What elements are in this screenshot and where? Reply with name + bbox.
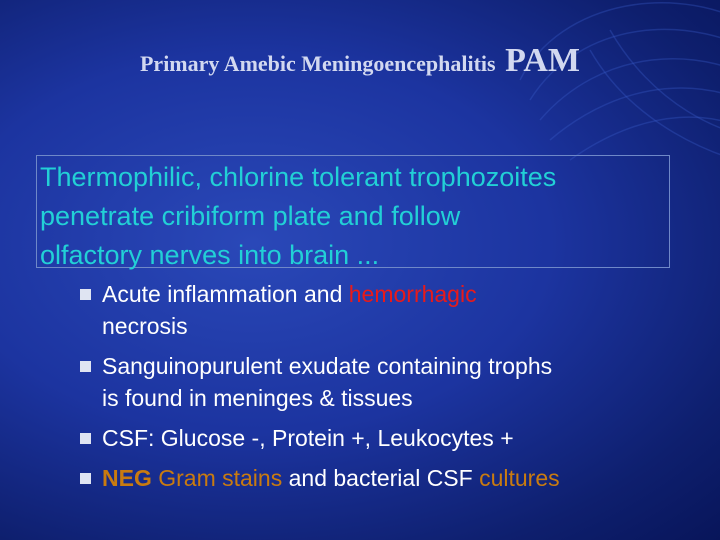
bullet-item — [80, 350, 680, 414]
bullet-item — [80, 278, 680, 342]
slide-title — [0, 42, 720, 80]
intro-line: penetrate cribiform plate and follow — [40, 201, 461, 231]
highlight-neg: NEG — [102, 465, 152, 491]
highlight-hemorrhagic: hemorrhagic — [348, 281, 477, 307]
bullet-text: Acute inflammation and — [102, 281, 349, 307]
square-bullet-icon — [80, 433, 91, 444]
title-abbreviation: PAM — [505, 42, 580, 79]
square-bullet-icon — [80, 473, 91, 484]
bullet-item — [80, 462, 680, 494]
intro-line: olfactory nerves into brain ... — [40, 240, 380, 270]
title-text: Primary Amebic Meningoencephalitis — [139, 51, 496, 76]
bullet-text: necrosis — [102, 313, 188, 339]
square-bullet-icon — [80, 361, 91, 372]
bullet-text: CSF: Glucose -, Protein +, Leukocytes + — [102, 425, 514, 451]
bullet-text: is found in meninges & tissues — [102, 385, 413, 411]
highlight-cultures: cultures — [479, 465, 560, 491]
intro-paragraph — [40, 158, 670, 275]
bullet-list — [80, 278, 680, 502]
bullet-text: and bacterial CSF — [282, 465, 480, 491]
highlight-gram-stains: Gram stains — [151, 465, 283, 491]
square-bullet-icon — [80, 289, 91, 300]
bullet-text: Sanguinopurulent exudate containing trophs — [102, 353, 553, 379]
bullet-item — [80, 422, 680, 454]
intro-line: Thermophilic, chlorine tolerant trophozoites — [40, 162, 557, 192]
